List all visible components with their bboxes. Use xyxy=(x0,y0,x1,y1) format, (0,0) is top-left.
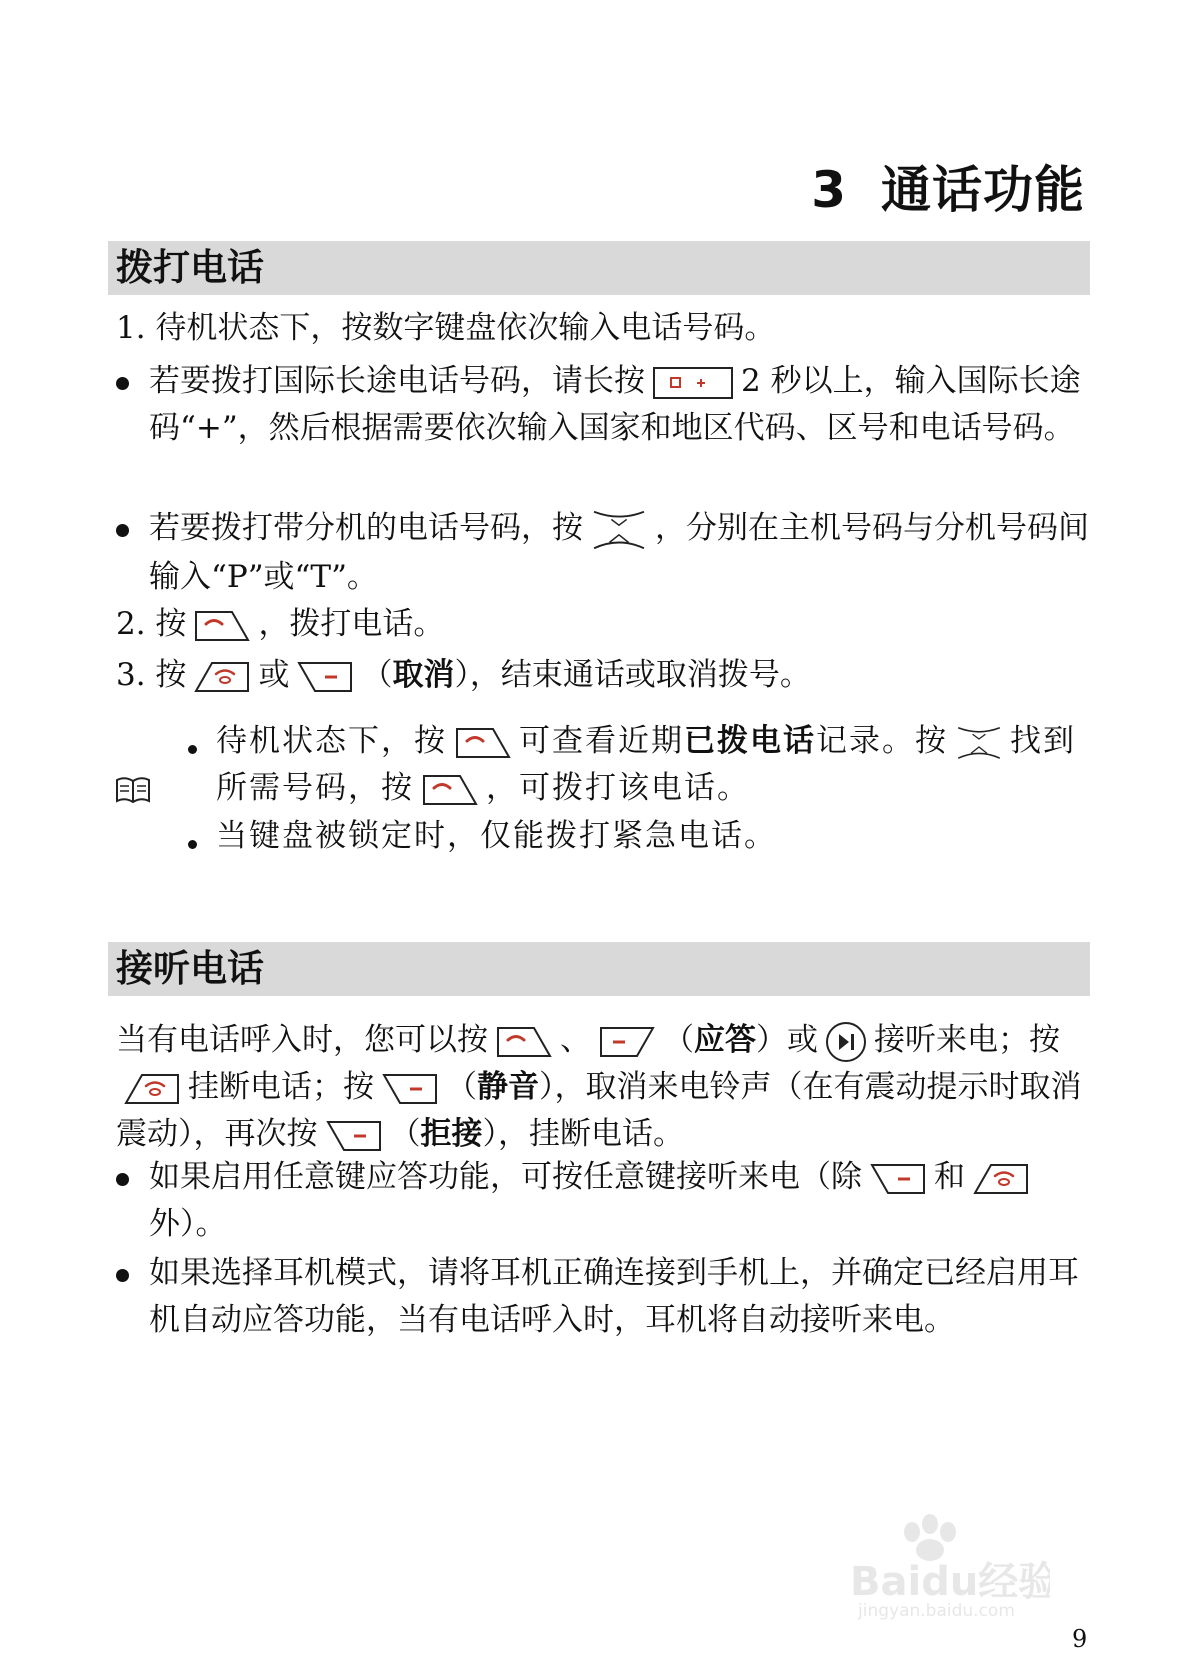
chapter-title xyxy=(811,150,1085,222)
baidu-watermark xyxy=(850,1510,1050,1624)
dial-bullet-extension-text-b: ，分别在主机号码与分机号码间输入“P”或“T”。 xyxy=(149,510,1089,595)
answer-paragraph-text-b: （ xyxy=(663,1022,694,1058)
section-header-dial: 拨打电话 xyxy=(108,241,1090,295)
note-recent-calls-text-d: 找到所需号码，按 xyxy=(216,723,1076,806)
dial-step-1: 1. 待机状态下，按数字键盘依次输入电话号码。 xyxy=(116,310,776,346)
note-book-icon xyxy=(114,775,152,809)
answer-bullet-any-key-and: 和 xyxy=(934,1159,965,1195)
note-recent-calls-text-b: 可查看近期 xyxy=(519,723,684,759)
answer-bullet-any-key-text-a: 如果启用任意键应答功能，可按任意键接听来电（除 xyxy=(149,1159,862,1195)
call-key-icon xyxy=(453,725,513,761)
star-hash-key-icon xyxy=(954,723,1004,763)
answer-bullet-any-key-text-b: 外）。 xyxy=(149,1206,227,1242)
answer-paragraph-sep: 、 xyxy=(560,1022,591,1058)
zero-plus-key-icon xyxy=(651,365,735,401)
dial-bullet-international xyxy=(149,358,1089,452)
right-soft-key-icon xyxy=(380,1071,440,1107)
answer-paragraph-answer: 应答 xyxy=(694,1022,756,1058)
answer-paragraph-text-e: 挂断电话；按 xyxy=(188,1069,374,1105)
answer-paragraph-text-f: （ xyxy=(446,1069,477,1105)
dial-bullet-extension xyxy=(149,505,1089,601)
chapter-number: 3 xyxy=(811,161,847,219)
answer-paragraph-text-a: 当有电话呼入时，您可以按 xyxy=(116,1022,488,1058)
end-key-icon xyxy=(122,1071,182,1107)
dial-step-3 xyxy=(116,652,1086,699)
answer-paragraph-text-c: ）或 xyxy=(756,1022,818,1058)
answer-bullet-any-key xyxy=(149,1154,1089,1248)
play-pause-key-icon xyxy=(824,1020,868,1064)
dial-step-3-text-c: ），结束通话或取消拨号。 xyxy=(454,657,811,693)
call-key-icon xyxy=(494,1024,554,1060)
dial-step-3-text-a: 3. 按 xyxy=(116,657,187,693)
answer-paragraph-text-d: 接听来电；按 xyxy=(874,1022,1060,1058)
right-soft-key-icon xyxy=(868,1161,928,1197)
call-key-icon xyxy=(192,608,252,644)
note-recent-calls-text-e: ，可拨打该电话。 xyxy=(486,770,750,806)
call-key-icon xyxy=(420,772,480,808)
answer-bullet-headset: 如果选择耳机模式，请将耳机正确连接到手机上，并确定已经启用耳机自动应答功能，当有电话呼入时，耳机将自动接听来电。 xyxy=(149,1250,1089,1344)
dial-step-2-text-b: ，拨打电话。 xyxy=(258,606,445,642)
left-soft-key-icon xyxy=(597,1024,657,1060)
note-recent-calls-bold: 已拨电话 xyxy=(684,723,816,759)
dial-step-2 xyxy=(116,601,1086,648)
right-soft-key-icon xyxy=(324,1118,384,1154)
end-key-icon xyxy=(192,659,252,695)
note-recent-calls xyxy=(216,718,1096,812)
note-recent-calls-text-c: 记录。按 xyxy=(816,723,948,759)
answer-paragraph-mute: 静音 xyxy=(477,1069,539,1105)
answer-paragraph-text-h: （ xyxy=(389,1116,421,1152)
page-number: 9 xyxy=(1072,1625,1088,1653)
dial-bullet-international-text-a: 若要拨打国际长途电话号码，请长按 xyxy=(149,363,645,399)
watermark-url: jingyan.baidu.com xyxy=(858,1601,1015,1620)
answer-paragraph-reject: 拒接 xyxy=(420,1116,483,1152)
dial-step-3-text-b: （ xyxy=(361,657,393,693)
answer-paragraph xyxy=(116,1017,1086,1158)
watermark-brand: Baidu经验 xyxy=(850,1559,1050,1605)
dial-step-3-cancel: 取消 xyxy=(392,657,455,693)
dial-step-3-or: 或 xyxy=(258,657,290,693)
dial-bullet-international-text-b: 2 秒以上，输入国际长途码“+”，然后根据需要依次输入国家和地区代码、区号和电话号码。 xyxy=(149,363,1081,446)
end-key-icon xyxy=(971,1161,1031,1197)
dial-step-2-text-a: 2. 按 xyxy=(116,606,187,642)
section-header-answer: 接听电话 xyxy=(108,942,1090,996)
right-soft-key-icon xyxy=(295,659,355,695)
star-hash-key-icon xyxy=(589,506,649,554)
dial-bullet-extension-text-a: 若要拨打带分机的电话号码，按 xyxy=(149,510,583,546)
note-recent-calls-text-a: 待机状态下，按 xyxy=(216,723,447,759)
answer-paragraph-text-g: ），取消来电铃声（在有震动提示时取消震动），再次按 xyxy=(116,1069,1082,1152)
chapter-title-text: 通话功能 xyxy=(881,161,1085,219)
note-keypad-locked: 当键盘被锁定时，仅能拨打紧急电话。 xyxy=(216,813,1096,860)
answer-paragraph-text-i: ），挂断电话。 xyxy=(482,1116,684,1152)
